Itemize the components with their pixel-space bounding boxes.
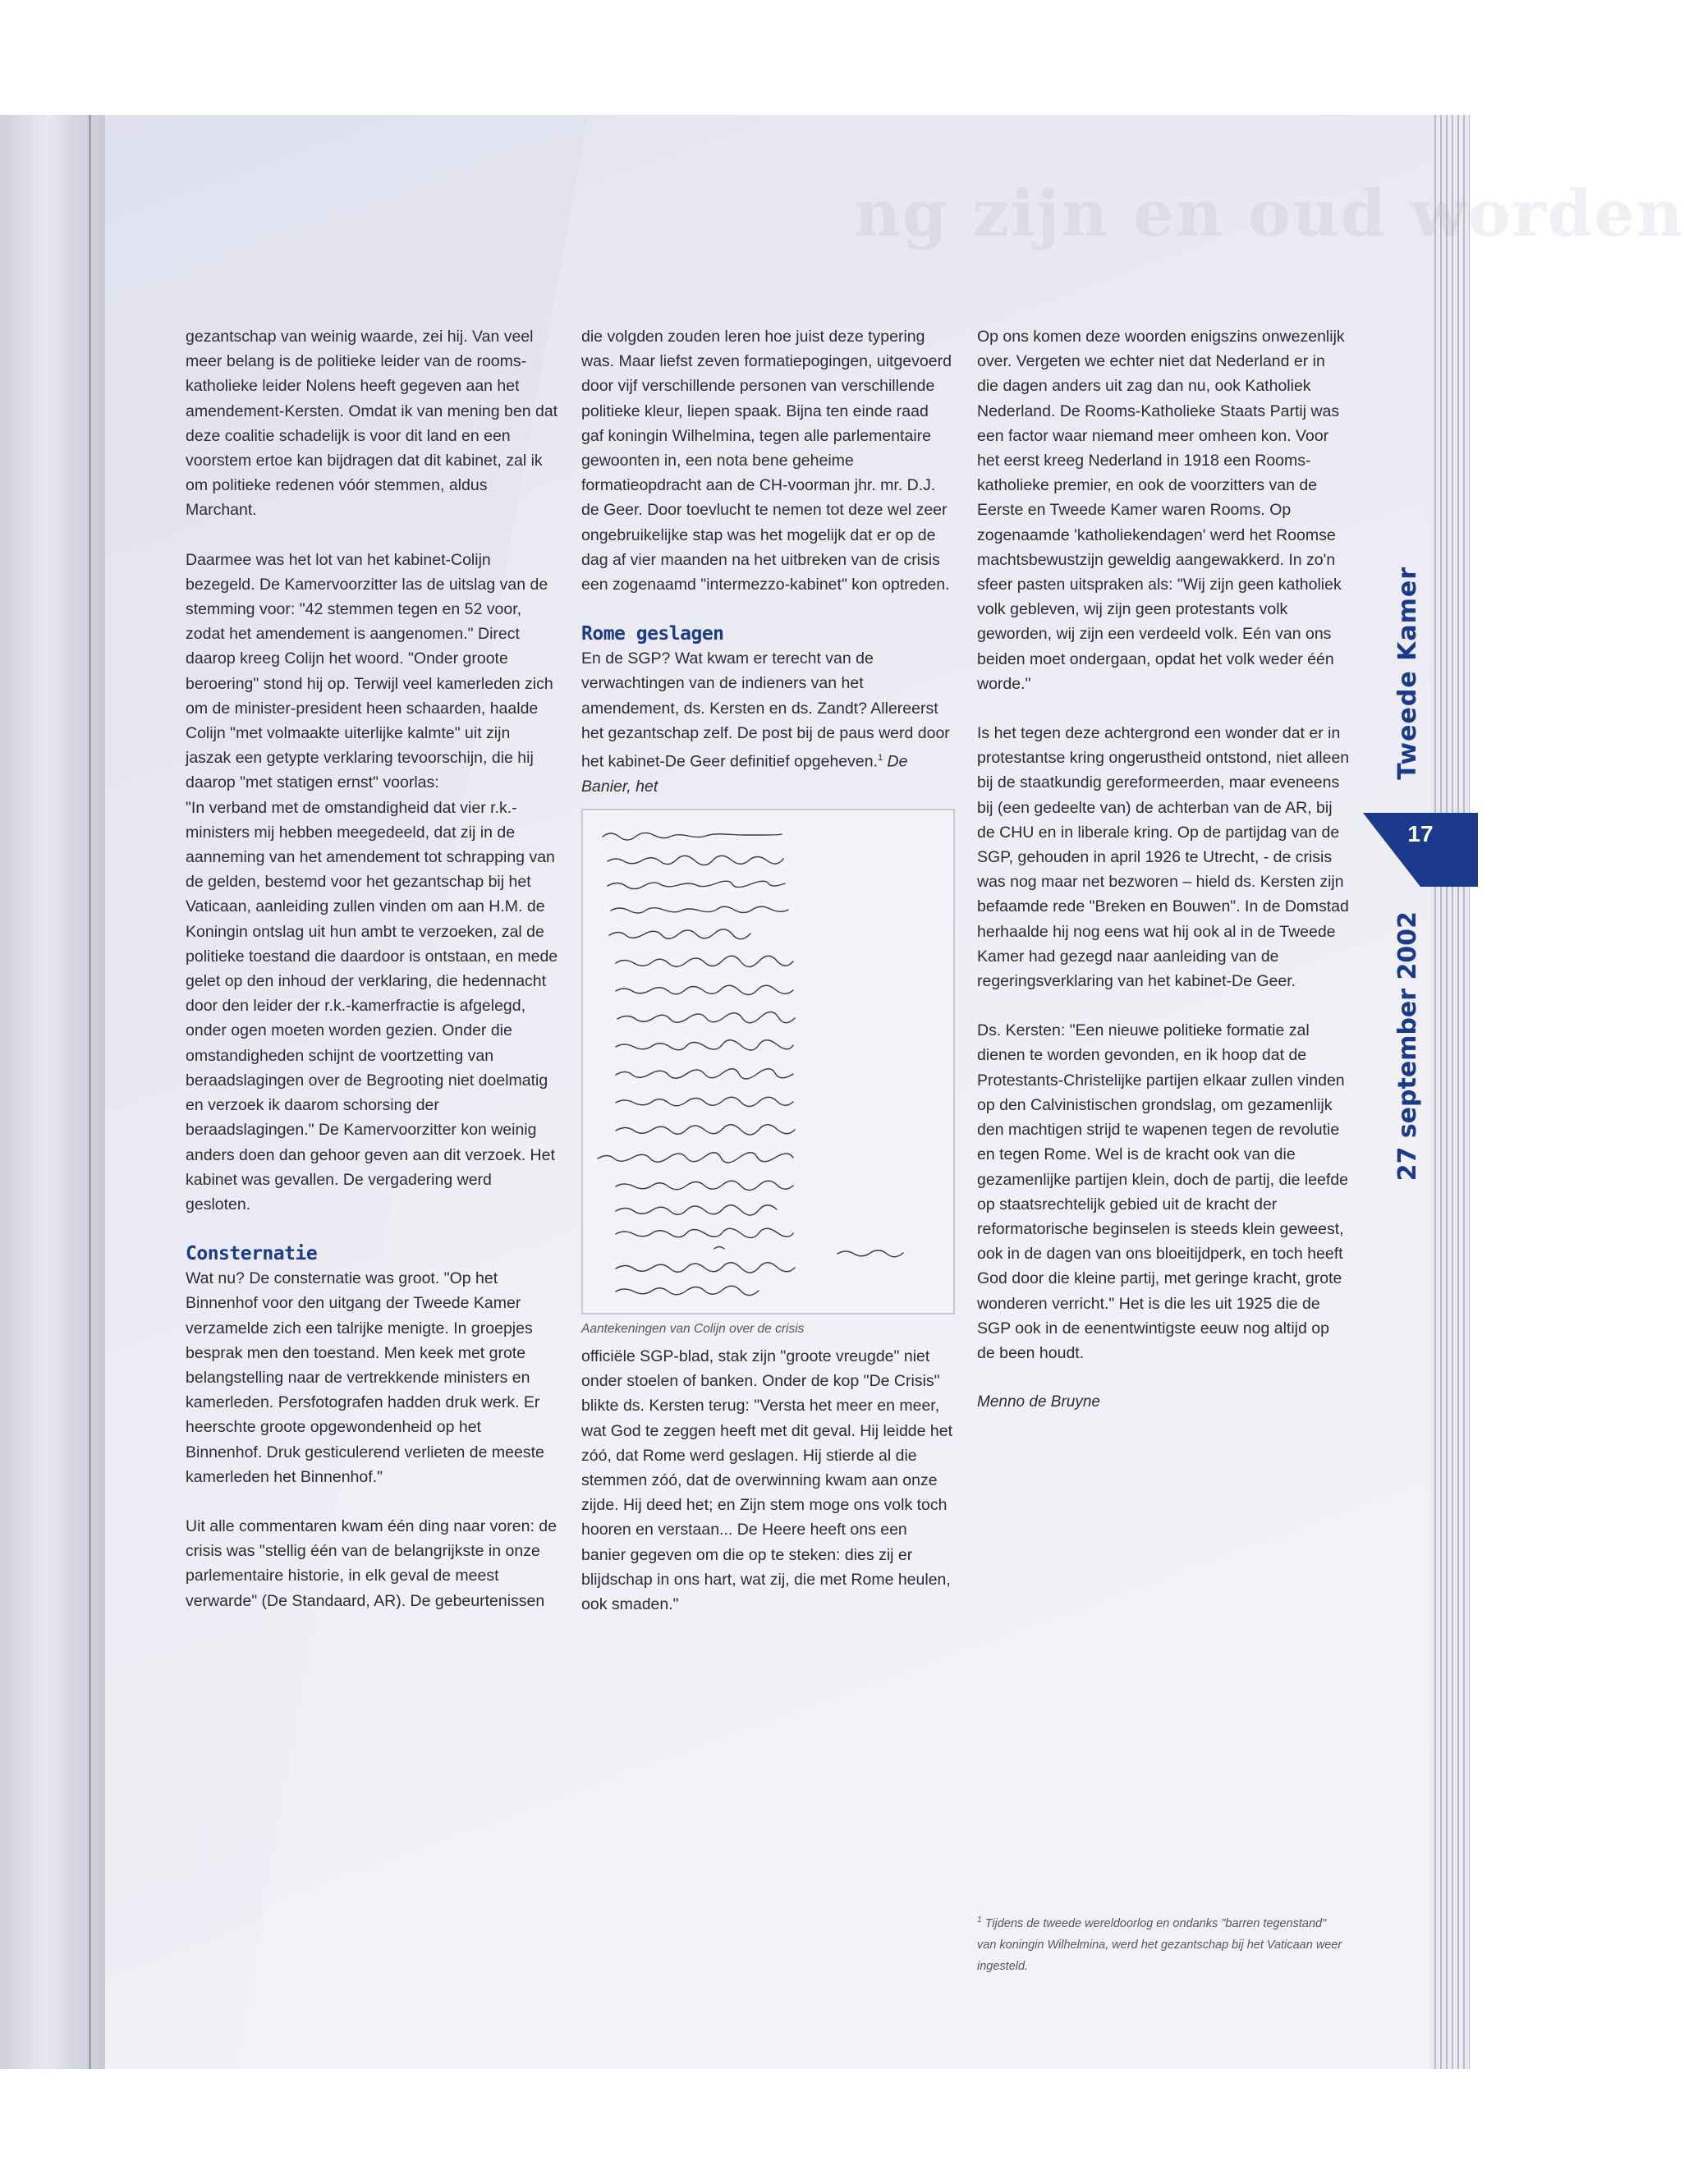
paragraph-text: De Banier, het xyxy=(581,752,908,796)
page-number: 17 xyxy=(1407,821,1434,847)
page-edges xyxy=(1430,115,1470,2069)
column-1 xyxy=(186,324,559,1638)
paragraph: Uit alle commentaren kwam één ding naar voren: de crisis was "stellig één van de belangrijkste in onze parlementaire historie, in elk geval de meest verwarde" (De Standaard, AR). De gebeurtenissen xyxy=(186,1516,557,1610)
quote-paragraph: "In verband met de omstandigheid dat vier r.k.-ministers mij hebben meegedeeld, dat zij in de aanneming van het amendement tot schrapping van de gelden, bestemd voor het gezantschap bij het Vaticaan, aanleiding zullen vinden om aan H.M. de Koningin ontslag uit hun ambt te verzoeken, zal de politieke toestand die daardoor is ontstaan, en mede gelet op den inhoud der verklaring, die hedennacht door den leider der r.k.-kamerfractie is afgelegd, onder ogen moeten worden gezien. Onder die omstandigheden schijnt de voortzetting van beraadslagingen over de Begrooting niet doelmatig en verzoek ik daarom schorsing der beraadslagingen." De Kamervoorzitter kon weinig anders doen dan gehoor geven aan dit verzoek. Het kabinet was gevallen. De vergadering werd gesloten. xyxy=(186,798,558,1214)
paragraph: Wat nu? De consternatie was groot. "Op het Binnenhof voor den uitgang der Tweede Kamer verzamelde zich een talrijke menigte. In groepjes besprak men den toestand. Men keek met grote belangstelling naar de vertrekkende ministers en kamerleden. Persfotografen hadden druk werk. Er heerschte groote opgewondenheid op het Binnenhof. Druk gesticulerend verlieten de meeste kamerleden het Binnenhof." xyxy=(186,1269,544,1486)
issue-date: 27 september 2002 xyxy=(1393,911,1422,1181)
paragraph xyxy=(581,646,955,799)
paragraph: Is het tegen deze achtergrond een wonder dat er in protestantse kring ongerustheid ontstond, niet alleen bij de staatkundig gereformeerden, maar eveneens bij (een gedeelte van) de achterban van de AR, bij de CHU en in liberale kring. Op de partijdag van de SGP, gehouden in april 1926 te Utrecht, - de crisis was nog maar net bezworen – hield ds. Kersten zijn befaamde rede "Breken en Bouwen". In de Domstad herhaalde hij nog eens wat hij ook al in de Tweede Kamer had gezegd naar aanleiding van de regeringsverklaring van het kabinet-De Geer. xyxy=(977,724,1350,991)
paragraph: Op ons komen deze woorden enigszins onwezenlijk over. Vergeten we echter niet dat Nederland er in die dagen anders uit zag dan nu, ook Katholiek Nederland. De Rooms-Katholieke Staats Partij was een factor waar niemand meer omheen kon. Voor het eerst kreeg Nederland in 1918 een Rooms-katholieke premier, en ook de voorzitters van de Eerste en Tweede Kamer waren Rooms. Op zogenaamde 'katholiekendagen' werd het Roomse machtsbewustzijn geweldig aangewakkerd. In zo'n sfeer pasten uitspraken als: "Wij zijn geen katholiek volk gebleven, wij zijn geen protestants volk geworden, wij zijn een verdeeld volk. Eén van ons beiden moet ondergaan, opdat het volk weder één worde." xyxy=(977,328,1345,693)
paragraph: gezantschap van weinig waarde, zei hij. Van veel meer belang is de politieke leider van de rooms-katholieke leider Nolens heeft gegeven aan het amendement-Kersten. Omdat ik van mening ben dat deze coalitie schadelijk is voor dit land en een voorstem ertoe kan bijdragen dat dit kabinet, zal ik om politieke redenen vóór stemmen, aldus Marchant. xyxy=(186,328,558,520)
paragraph: Daarmee was het lot van het kabinet-Colijn bezegeld. De Kamervoorzitter las de uitslag van de stemming voor: "42 stemmen tegen en 52 voor, zodat het amendement is aangenomen." Direct daarop kreeg Colijn het woord. "Onder groote beroering" stond hij op. Terwijl veel kamerleden zich om de minister-president heen schaarden, haalde Colijn "met volmaakte uiterlijke kalmte" uit zijn jaszak een getypte verklaring tevoorschijn, die hij daarop "met statigen ernst" voorlas: xyxy=(186,550,553,792)
paragraph-text: En de SGP? Wat kwam er terecht van de verwachtingen van de indieners van het amendement, ds. Kersten en ds. Zandt? Allereerst het gezantschap zelf. De post bij de paus werd door het kabinet-De Geer definitief opgeheven. xyxy=(581,649,950,771)
column-2 xyxy=(581,324,955,1641)
subheading-consternatie: Consternatie xyxy=(186,1243,318,1265)
footnote-ref[interactable]: 1 xyxy=(878,753,883,764)
footnote xyxy=(977,1910,1347,1977)
column-3 xyxy=(977,324,1351,1415)
section-label: Tweede Kamer xyxy=(1393,567,1422,780)
handwritten-notes-figure xyxy=(581,809,955,1337)
spine-fold-line xyxy=(89,115,91,2069)
subheading-rome-geslagen: Rome geslagen xyxy=(581,623,724,645)
footnote-marker: 1 xyxy=(977,1916,982,1925)
figure-caption: Aantekeningen van Colijn over de crisis xyxy=(581,1321,805,1336)
paragraph: Ds. Kersten: "Een nieuwe politieke formatie zal dienen te worden gevonden, en ik hoop dat de Protestants-Christelijke partijen elkaar zullen vinden op den Calvinistischen grondslag, om gezamenlijk den machtigen strijd te wapenen tegen de revolutie en tegen Rome. Wel is de kracht ook van die gezamenlijke partijen klein, doch de partij, die leefde op staatsrechtelijk gebied uit de kracht der reformatorische beginselen is steeds klein geweest, ook in de dagen van ons bloeitijdperk, en toch heeft God door die kleine partij, met geringe kracht, grote wonderen verricht." Het is die les uit 1925 die de SGP ook in de eenentwintigste eeuw nog altijd op de been houdt. xyxy=(977,1021,1349,1362)
paragraph: officiële SGP-blad, stak zijn "groote vreugde" niet onder stoelen of banken. Onder de kop "De Crisis" blikte ds. Kersten terug: "Versta het meer en meer, wat God te zeggen heeft met dit geval. Hij leidde het zóó, dat Rome werd geslagen. Hij stierde al die stemmen zóó, dat de overwinning kwam aan onze zijde. Hij deed het; en Zijn stem moge ons volk toch hooren en verstaan... De Heere heeft ons een banier gegeven om die op te steken: dies zij er blijdschap in ons hart, wat zij, die met Rome heulen, ook smaden." xyxy=(581,1347,953,1613)
footnote-text: Tijdens de tweede wereldoorlog en ondanks "barren tegenstand" van koningin Wilhelmina, werd het gezantschap bij het Vaticaan weer ingesteld. xyxy=(977,1916,1342,1973)
background-headline: ng zijn en oud worden xyxy=(854,177,1684,251)
handwritten-notes-image xyxy=(581,809,955,1315)
author-signature: Menno de Bruyne xyxy=(977,1393,1100,1411)
paragraph: die volgden zouden leren hoe juist deze typering was. Maar liefst zeven formatiepogingen, uitgevoerd door vijf verschillende personen van verschillende politieke kleur, liepen spaak. Bijna ten einde raad gaf koningin Wilhelmina, tegen alle parlementaire gewoonten in, een nota bene geheime formatieopdracht aan de CH-voorman jhr. mr. D.J. de Geer. Door toevlucht te nemen tot deze wel zeer ongebruikelijke stap was het mogelijk dat er op de dag af vier maanden na het uitbreken van de crisis een zogenaamd "intermezzo-kabinet" kon optreden. xyxy=(581,328,952,594)
handwriting-scribbles xyxy=(591,819,943,1305)
